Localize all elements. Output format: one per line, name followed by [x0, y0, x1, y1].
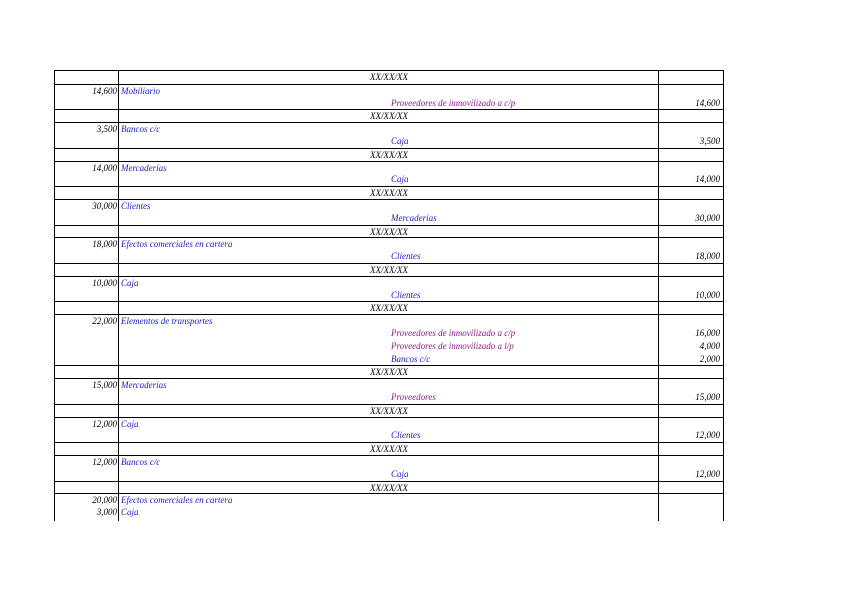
- journal-row: [55, 199, 723, 212]
- journal-row: [55, 173, 723, 186]
- journal-row: [55, 404, 723, 417]
- journal-row: [55, 314, 723, 327]
- debit-amount: 18,000: [92, 239, 117, 250]
- entry-date: XX/XX/XX: [370, 367, 408, 378]
- debit-amount: 3,500: [96, 124, 117, 135]
- entry-date: XX/XX/XX: [370, 149, 408, 160]
- journal-row: [55, 250, 723, 263]
- entry-date: XX/XX/XX: [370, 303, 408, 314]
- entry-date: XX/XX/XX: [370, 405, 408, 416]
- entry-date: XX/XX/XX: [370, 444, 408, 455]
- journal-row: [55, 378, 723, 391]
- journal-row: [55, 212, 723, 225]
- debit-account: Bancos c/c: [121, 124, 161, 135]
- journal-row: [55, 429, 723, 442]
- journal-row: [55, 225, 723, 238]
- journal-row: [55, 186, 723, 199]
- journal-row: [55, 327, 723, 340]
- debit-amount: 3,000: [96, 507, 117, 518]
- journal-row: [55, 301, 723, 314]
- entry-date: XX/XX/XX: [370, 482, 408, 493]
- journal-row: [55, 340, 723, 353]
- journal-row: [55, 442, 723, 455]
- credit-account: Clientes: [391, 430, 421, 441]
- credit-account: Clientes: [391, 251, 421, 262]
- debit-amount: 15,000: [92, 380, 117, 391]
- debit-amount: 12,000: [92, 457, 117, 467]
- journal-row: [55, 417, 723, 430]
- journal-row: [55, 97, 723, 110]
- credit-account: Clientes: [391, 289, 421, 300]
- credit-amount: 4,000: [699, 340, 720, 351]
- journal-row: [55, 71, 723, 84]
- debit-amount: 14,600: [92, 85, 117, 96]
- credit-account: Proveedores: [391, 392, 436, 402]
- credit-account: Proveedores de inmovilizado a c/p: [391, 97, 516, 108]
- debit-account: Efectos comerciales en cartera: [121, 495, 233, 506]
- journal-row: [55, 391, 723, 404]
- debit-amount: 12,000: [92, 418, 117, 429]
- journal-row: [55, 161, 723, 174]
- journal-row: [55, 109, 723, 122]
- debit-account: Caja: [121, 418, 139, 429]
- journal-row: [55, 135, 723, 148]
- credit-account: Caja: [391, 468, 409, 479]
- debit-account: Mercaderías: [121, 162, 167, 173]
- entry-date: XX/XX/XX: [370, 72, 408, 82]
- journal-row: [55, 493, 723, 506]
- credit-account: Caja: [391, 174, 409, 185]
- debit-account: Clientes: [121, 201, 151, 211]
- credit-amount: 16,000: [695, 328, 720, 338]
- journal-row: [55, 365, 723, 378]
- credit-account: Proveedores de inmovilizado a c/p: [391, 328, 516, 338]
- journal-sheet: [54, 70, 724, 521]
- debit-amount: 14,000: [92, 162, 117, 173]
- credit-amount: 10,000: [695, 289, 720, 300]
- debit-amount: 30,000: [92, 201, 117, 211]
- debit-amount: 10,000: [92, 277, 117, 288]
- debit-amount: 22,000: [92, 316, 117, 327]
- credit-amount: 12,000: [695, 430, 720, 441]
- debit-account: Caja: [121, 507, 139, 518]
- journal-row: [55, 481, 723, 494]
- journal-row: [55, 353, 723, 366]
- debit-account: Mobiliario: [121, 85, 161, 96]
- journal-row: [55, 276, 723, 289]
- journal-row: [55, 122, 723, 135]
- entry-date: XX/XX/XX: [370, 188, 408, 199]
- debit-account: Efectos comerciales en cartera: [121, 239, 233, 250]
- journal-row: [55, 468, 723, 481]
- debit-amount: 20,000: [92, 495, 117, 506]
- debit-account: Elementos de transportes: [121, 316, 213, 327]
- credit-account: Bancos c/c: [391, 353, 431, 364]
- credit-amount: 3,500: [699, 136, 720, 146]
- credit-amount: 12,000: [695, 468, 720, 479]
- credit-amount: 14,000: [695, 174, 720, 185]
- debit-account: Bancos c/c: [121, 457, 161, 467]
- entry-date: XX/XX/XX: [370, 111, 408, 122]
- debit-account: Mercaderías: [121, 380, 167, 391]
- journal-row: [55, 506, 723, 519]
- credit-amount: 15,000: [695, 392, 720, 402]
- credit-amount: 30,000: [695, 212, 720, 223]
- credit-account: Proveedores de inmovilizado a l/p: [391, 340, 514, 351]
- credit-amount: 2,000: [699, 353, 720, 364]
- entry-date: XX/XX/XX: [370, 226, 408, 237]
- debit-account: Caja: [121, 277, 139, 288]
- journal-row: [55, 289, 723, 302]
- credit-amount: 18,000: [695, 251, 720, 262]
- credit-amount: 14,600: [695, 97, 720, 108]
- journal-row: [55, 148, 723, 161]
- journal-row: [55, 84, 723, 97]
- journal-row: [55, 455, 723, 468]
- credit-account: Mercaderías: [391, 212, 437, 223]
- journal-row: [55, 237, 723, 250]
- credit-account: Caja: [391, 136, 409, 146]
- entry-date: XX/XX/XX: [370, 265, 408, 275]
- journal-row: [55, 263, 723, 276]
